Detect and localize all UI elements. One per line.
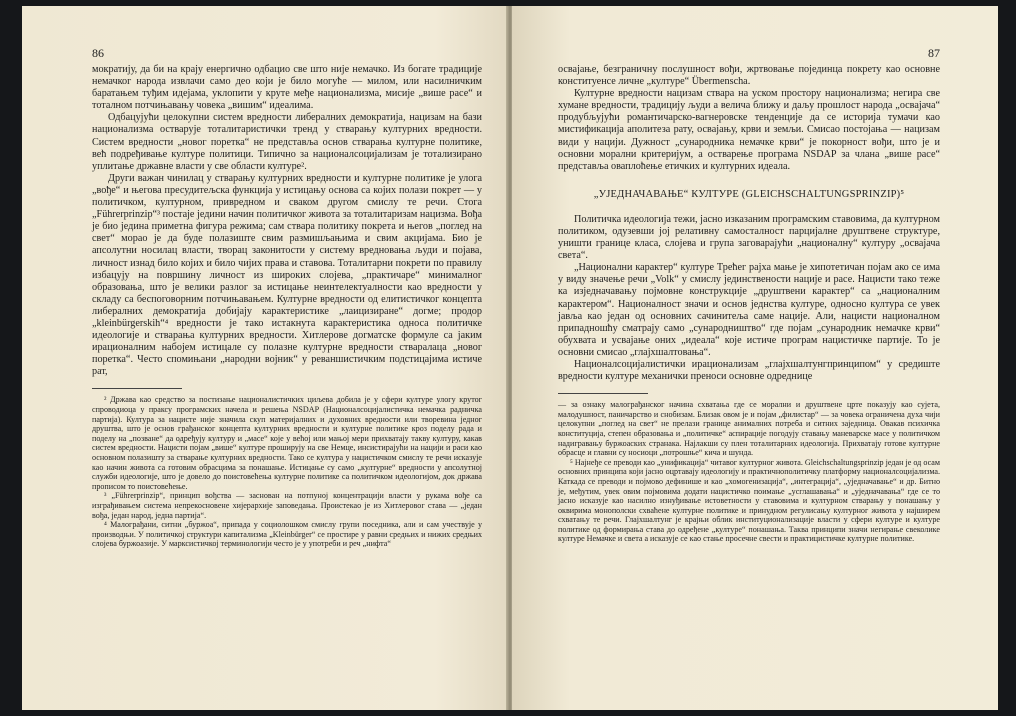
left-page (22, 6, 508, 710)
section-heading: „УЈЕДНАЧАВАЊЕ“ КУЛТУРЕ (GLEICHSCHALTUNGSPRINZIP)⁵ (593, 188, 905, 200)
right-body-text-bottom (558, 214, 940, 383)
paragraph: Политичка идеологија тежи, јасно изказаним програмским ставовима, да културном политиком, одузевши јој релативну самосталност парцијалне друштвене структуре, уништи границе класа, слојева и група заговарајући „националну“ културу „освајача света“. (558, 213, 940, 262)
left-footnotes (92, 395, 482, 549)
footnote-3: ³ „Führerprinzip“, принцип вођства — заснован на потпуној концентрацији власти у рукама вође са изграђивањем система непрекосновене хијерархије заповедања. Проистекао је из Хитлеровог става — „један вођа, један народ, једна партија“. (92, 491, 482, 520)
footnote-2: ² Држава као средство за постизање националистичких циљева добила је у сфери културе улогу крутог спроводиоца у праксу програмских начела и решења NSDAP (Националсоцијалистичка немачка радничка партија). Култура за нацисте није значила скуп материјалних и духовних вредности или творевина једног друштва, што је основ грађанског концепта културних вредности и културне политике кроз поделу рада и поделу на „позване“ да одређују културу и „масе“ које у већој или мањој мери прихватају такву културу, какав систем вредности. Нацисти појам „више“ културе проширују на све Немце, инсистирајући на нацији и раси као основном полазишту за стварање културних вредности. Тако се култура у нацистичком смислу те речи исказује као начин живота са готовим обрасцима за понашање. Истицање су само „културне“ вредности у апсолутној служби идеологије, што је довело до поистовећења културне политике са политичком идеологијом, док држава прописом то поистовећење. (92, 395, 482, 491)
paragraph: Одбацујући целокупни систем вредности либералних демократија, нацизам на бази национализма остварује тоталитаристички тренд у стварању културних вредности. Систем вредности „новог поретка“ не представља основ стварања културне политике, већ подређивање културе политици. Типично за националсоцијализам је тотализирано уплитање државне власти у све области културе². (92, 112, 482, 172)
right-body-text-top (558, 64, 940, 173)
paragraph: Други важан чинилац у стварању културних вредности и културне политике је улога „вође“ и његова пресудитељска функција у истицању основа са којих полази покрет — у политичком, културном, привредном и сваком другом смислу те речи. Стога „Führerprinzip“³ постаје једини начин политичког живота за тоталитаризам нацизма. Вођа је био једина приметна фигура режима; сам ствара политику покрета и његов „поглед на свет“ морао је да буде полазиште свим размишљањима и свим акцијама. Био је апсолутни носилац власти, творац законитости у систему вредновања људи и појава, личност изнад било којих и било чијих права и ставова. Тоталитарни покрети по правилу избацују на површину личност из широких слојева, „практичаре“ минималног образовања, што је велики разлог за истицање неинтелектуалности као вредности у складу са беспоговорним потчињавањем. Културне вредности од елитистичког концепта либералних демократија добијају карактеристике „лаицизиране“ догме; продор „kleinbürgerskih“⁴ вредности је тако истакнута карактеристика односа политичке идеологије и стварања културних вредности. Хитлерове догматске формуле са јаким ирационалним набојем истицале су полазне културне вредности стваралаца „новог поретка“. Често спомињани „народни војник“ у реваншистичким подстицајима истиче рат, (92, 172, 482, 378)
footnote-rule (92, 388, 182, 389)
paragraph: „Национални карактер“ културе Трећег рајха мање је хипотетичан појам ако се има у виду значење речи „Volk“ у смислу јединствености нације и расе. Нацисти тако теже ка изједначавању појмовне конструкције „друштвени карактер“ са „националним карактером“. Националност значи и основ једнства културе, односно култура се увек јавља као један од основних сачинитеља саме нације. Али, нацисти националном припадношћу сматрају само „сународништво“ где појам „сународник немачке крви“ обухвата и усвајање оних „идеала“ које истиче програм нацистичке партије. То је основни смисао „глајхшалтовања“. (558, 262, 940, 358)
page-number-left: 86 (92, 46, 104, 60)
left-body-text (92, 64, 482, 378)
footnote-rule (558, 393, 648, 394)
paragraph: мократију, да би на крају енергично одбацио све што није немачко. Из богате традиције немачког народа извлачи само део који је било могуће — милом, или насилничким баратањем туђим идејама, уклопити у круте међе национализма, мисије „више расе“ и тоталном потчињавању човека „вишим“ идеалима. (92, 64, 482, 112)
page-number-right: 87 (928, 46, 940, 60)
footnote-5: ⁵ Најнеђе се преводи као „унификација“ читавог културног живота. Gleichschaltungsprinzip један је од осам основних принципа који јасно оцртавају идеологију и практичнополитичку платформу националсоцијализма. Каткада се преводи и појмово дефинише и као „хомогенизација“, „интеграција“, „уједначавање“ и др. Битно је, међутим, увек овим појмовима додати нацистичко поимање „усглашавања“ и „уједначавања“ где се то јасно исказује као насилно изнуђивање истоветности у ставовима и културном стварању у понашању у оквирима монополски схваћене културне политике и принудном регулисању културног живота у најширем схватању те речи. Глајхшалтунг је крајњи облик институционализације власти у сфери културе и културе политике од формирања става до одређене „културе“ понашања. Таква принципи значи негирање свеколике културе Немачке и света а исказује се као стање просечне свести и практицистичке културне политике. (558, 457, 940, 544)
right-page (512, 6, 998, 710)
footnote-4-continued: — за ознаку малограђанског начина схватања где се морални и друштвене црте показују као сујета, малодушност, паничарство и снобизам. Близак овом је и појам „филистар“ — за човека ограничена духа чији целокупни „поглед на свет“ не прелази границе анималних потреба и ситних заједница. Овакав психичка конституција, степен образовања и „политичке“ аспирације погодују ставању маневарске масе у политичком надигравању буржоаских странака. Најлакши су плен тоталитарних идеологија. Прихватају готове културне обрасце и главни су носиоци „потрошње“ кича и шунда. (558, 400, 940, 458)
paragraph: освајање, безграничну послушност вођи, жртвовање појединца покрету као основне конституенсе личне „културе“ Übermenscha. (558, 64, 940, 88)
footnote-4: ⁴ Малограђани, ситни „буржоа“, припада у социолошком смислу групи поседника, али и сам учествује у производњи. У политичкој структури капитализма „Kleinbürger“ се простире у равни средњих и нижих средњих слојева буржоазије. У марксистичкој терминологији често је у употреби и реч „нифта“ (92, 520, 482, 549)
paragraph: Националсоцијалистички ирационализам „глајхшалтунгпринципом“ у средиште вредности културе механички преноси основне одреднице (558, 358, 940, 383)
right-footnotes (558, 400, 940, 544)
paragraph: Културне вредности нацизам ствара на уском простору национализма; негира све хумане вредности, традицију људи а велича ближу и даљу прошлост народа „освајача“ продубљујући романтичарско-вагнеровске тенденције да се историја тумачи као мистификација аполитеза рату, освајању, крви и земљи. Смисао постојања — нацизам види у нацији. Дужност „сународника немачке крви“ је покорност вођи, што је и основни морални критеријум, а остварење програма NSDAP за члана „више расе“ представља оваплоћење етичких и културних идеала. (558, 88, 940, 172)
